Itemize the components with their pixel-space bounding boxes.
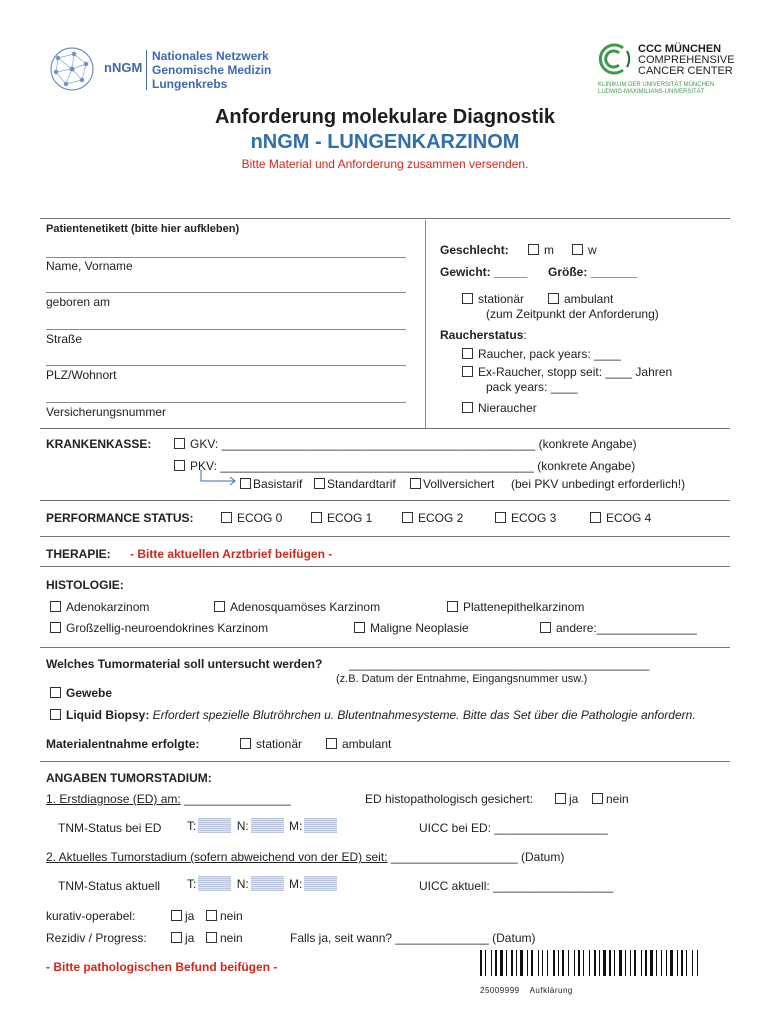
barcode-bar xyxy=(547,950,548,976)
pkv-option[interactable]: PKV: _______________________________________________ (konkrete Angabe) xyxy=(174,459,635,473)
checkbox[interactable] xyxy=(462,348,473,359)
barcode xyxy=(480,950,724,976)
tnm-current-m-input[interactable] xyxy=(304,876,337,891)
barcode-bar xyxy=(609,950,611,976)
gkv-option[interactable]: GKV: _______________________________________________ (konkrete Angabe) xyxy=(174,437,637,451)
barcode-bar xyxy=(553,950,555,976)
checkbox[interactable] xyxy=(410,478,421,489)
checkbox[interactable] xyxy=(462,293,473,304)
squamous-option[interactable]: Plattenepithelkarzinom xyxy=(447,600,584,614)
barcode-bar xyxy=(666,950,667,976)
barcode-bar xyxy=(562,950,564,976)
histology-heading: HISTOLOGIE: xyxy=(46,578,124,592)
barcode-bar xyxy=(568,950,569,976)
tnm-current-fields: T: N: M: xyxy=(187,876,337,891)
barcode-bar xyxy=(634,950,636,976)
checkbox[interactable] xyxy=(402,512,413,523)
relapse-yes-option[interactable]: ja xyxy=(171,931,194,945)
checkbox[interactable] xyxy=(214,601,225,612)
sampling-stationaer-option[interactable]: stationär xyxy=(240,737,302,751)
checkbox[interactable] xyxy=(174,460,185,471)
pathology-report-note: - Bitte pathologischen Befund beifügen - xyxy=(46,960,278,974)
barcode-bar xyxy=(603,950,606,976)
patient-divider xyxy=(425,220,426,428)
barcode-bar xyxy=(516,950,517,976)
curative-operable-label: kurativ-operabel: xyxy=(46,909,136,923)
checkbox[interactable] xyxy=(50,709,61,720)
adenocarcinoma-option[interactable]: Adenokarzinom xyxy=(50,600,149,614)
checkbox[interactable] xyxy=(592,793,603,804)
tissue-option[interactable]: Gewebe xyxy=(50,686,112,700)
ambulant-option[interactable]: ambulant xyxy=(548,292,613,306)
barcode-bar xyxy=(697,950,698,976)
smoker-option[interactable]: Raucher, pack years: ____ xyxy=(462,347,621,361)
barcode-bar xyxy=(650,950,653,976)
gender-label: Geschlecht: xyxy=(440,243,509,257)
checkbox[interactable] xyxy=(50,601,61,612)
checkbox[interactable] xyxy=(221,512,232,523)
arrow-right-icon xyxy=(198,470,240,486)
height-label: Größe: _______ xyxy=(548,265,638,279)
relapse-since-label: Falls ja, seit wann? ______________ (Datum) xyxy=(290,931,536,945)
barcode-bar xyxy=(670,950,673,976)
sampling-ambulant-option[interactable]: ambulant xyxy=(326,737,391,751)
ngm-abbr: nNGM xyxy=(104,60,143,75)
ex-smoker-option[interactable]: Ex-Raucher, stopp seit: ____ Jahren xyxy=(462,365,672,379)
tnm-ed-t-input[interactable] xyxy=(198,818,231,833)
histo-confirmed-label: ED histopathologisch gesichert: xyxy=(365,792,534,806)
barcode-bar xyxy=(511,950,513,976)
checkbox[interactable] xyxy=(311,512,322,523)
barcode-bar xyxy=(578,950,580,976)
barcode-bar xyxy=(589,950,590,976)
barcode-bar xyxy=(558,950,559,976)
checkbox[interactable] xyxy=(447,601,458,612)
pkv-required-note: (bei PKV unbedingt erforderlich!) xyxy=(511,477,686,491)
barcode-bar xyxy=(599,950,600,976)
barcode-bar xyxy=(681,950,683,976)
curative-yes-option[interactable]: ja xyxy=(171,909,194,923)
uicc-ed-label: UICC bei ED: _________________ xyxy=(419,821,608,835)
ecog-0-option[interactable]: ECOG 0 xyxy=(221,511,282,525)
checkbox[interactable] xyxy=(171,910,182,921)
barcode-bar xyxy=(491,950,492,976)
tnm-ed-m-input[interactable] xyxy=(304,818,337,833)
ccc-logo-text: CCC MÜNCHEN COMPREHENSIVE CANCER CENTER xyxy=(638,43,735,77)
page-subtitle: nNGM - LUNGENKARZINOM xyxy=(250,131,520,153)
checkbox[interactable] xyxy=(50,622,61,633)
never-smoker-option[interactable]: Nieraucher xyxy=(462,401,537,415)
checkbox[interactable] xyxy=(240,478,251,489)
weight-label: Gewicht: _____ xyxy=(440,265,528,279)
logo-divider xyxy=(146,50,147,90)
checkbox[interactable] xyxy=(528,244,539,255)
tnm-ed-n-input[interactable] xyxy=(251,818,284,833)
tnm-current-n-input[interactable] xyxy=(251,876,284,891)
city-field-label: PLZ/Wohnort xyxy=(46,368,117,382)
initial-diagnosis-label: 1. Erstdiagnose (ED) am: ________________ xyxy=(46,792,291,806)
uicc-current-label: UICC aktuell: __________________ xyxy=(419,879,614,893)
checkbox[interactable] xyxy=(548,293,559,304)
barcode-bar xyxy=(594,950,596,976)
insurance-number-label: Versicherungsnummer xyxy=(46,405,167,419)
therapy-note: - Bitte aktuellen Arztbrief beifügen - xyxy=(130,547,333,561)
malignant-neoplasm-option[interactable]: Maligne Neoplasie xyxy=(354,621,469,635)
checkbox[interactable] xyxy=(174,438,185,449)
checkbox[interactable] xyxy=(462,366,473,377)
checkbox[interactable] xyxy=(50,687,61,698)
name-field-label: Name, Vorname xyxy=(46,259,133,273)
stationaer-option[interactable]: stationär xyxy=(462,292,524,306)
ngm-logo-text: Nationales Netzwerk Genomische Medizin Lungenkrebs xyxy=(152,49,272,91)
gender-m-option[interactable]: m xyxy=(528,243,554,257)
barcode-bar xyxy=(656,950,657,976)
ecog-4-option[interactable]: ECOG 4 xyxy=(590,511,651,525)
checkbox[interactable] xyxy=(590,512,601,523)
barcode-bar xyxy=(542,950,543,976)
zeitpunkt-note: (zum Zeitpunkt der Anforderung) xyxy=(486,307,659,321)
checkbox[interactable] xyxy=(540,622,551,633)
ecog-1-option[interactable]: ECOG 1 xyxy=(311,511,372,525)
checkbox[interactable] xyxy=(240,738,251,749)
barcode-bar xyxy=(645,950,647,976)
barcode-bar xyxy=(506,950,507,976)
barcode-bar xyxy=(538,950,539,976)
barcode-bar xyxy=(500,950,503,976)
insurance-heading: KRANKENKASSE: xyxy=(46,437,152,451)
tumor-material-hint: (z.B. Datum der Entnahme, Eingangsnummer usw.) xyxy=(336,673,588,685)
street-field-label: Straße xyxy=(46,332,83,346)
ccc-university-text: KLINIKUM DER UNIVERSITÄT MÜNCHEN LUDWIG-MAXIMILIANS-UNIVERSITÄT xyxy=(598,82,715,95)
barcode-bar xyxy=(692,950,693,976)
checkbox[interactable] xyxy=(314,478,325,489)
page-title: Anforderung molekulare Diagnostik xyxy=(214,106,556,128)
vollversichert-option[interactable]: Vollversichert xyxy=(410,477,494,491)
checkbox[interactable] xyxy=(495,512,506,523)
histo-confirmed-no[interactable]: nein xyxy=(592,792,629,806)
other-histology-option[interactable]: andere:_______________ xyxy=(540,621,697,635)
curative-no-option[interactable]: nein xyxy=(206,909,243,923)
ecog-2-option[interactable]: ECOG 2 xyxy=(402,511,463,525)
checkbox[interactable] xyxy=(326,738,337,749)
sampling-label: Materialentnahme erfolgte: xyxy=(46,737,200,751)
barcode-bar xyxy=(661,950,662,976)
send-together-notice: Bitte Material und Anforderung zusammen versenden. xyxy=(241,157,529,171)
barcode-bar xyxy=(531,950,533,976)
checkbox[interactable] xyxy=(462,402,473,413)
tumor-material-line[interactable]: _____________________________________________ xyxy=(349,657,650,671)
barcode-bar xyxy=(630,950,631,976)
barcode-bar xyxy=(480,950,482,976)
histo-confirmed-yes[interactable]: ja xyxy=(555,792,578,806)
smoking-status-label: Raucherstatus: xyxy=(440,328,527,342)
checkbox[interactable] xyxy=(555,793,566,804)
checkbox[interactable] xyxy=(354,622,365,633)
barcode-bar xyxy=(495,950,497,976)
tumor-material-question: Welches Tumormaterial soll untersucht werden? xyxy=(46,657,323,671)
barcode-bar xyxy=(583,950,584,976)
relapse-label: Rezidiv / Progress: xyxy=(46,931,147,945)
tnm-current-label: TNM-Status aktuell xyxy=(58,879,161,893)
barcode-bar xyxy=(677,950,678,976)
barcode-bar xyxy=(625,950,626,976)
checkbox[interactable] xyxy=(572,244,583,255)
barcode-bar xyxy=(619,950,622,976)
checkbox[interactable] xyxy=(171,932,182,943)
tnm-ed-fields: T: N: M: xyxy=(187,818,337,833)
barcode-bar xyxy=(527,950,528,976)
barcode-bar xyxy=(520,950,523,976)
checkbox[interactable] xyxy=(206,910,217,921)
tnm-ed-label: TNM-Status bei ED xyxy=(58,821,162,835)
current-stage-label: 2. Aktuelles Tumorstadium (sofern abweichend von der ED) seit: ___________________ (Datum) xyxy=(46,850,565,864)
gender-w-option[interactable]: w xyxy=(572,243,597,257)
tnm-current-t-input[interactable] xyxy=(198,876,231,891)
large-cell-option[interactable]: Großzellig-neuroendokrines Karzinom xyxy=(50,621,268,635)
ecog-3-option[interactable]: ECOG 3 xyxy=(495,511,556,525)
birthdate-field-label: geboren am xyxy=(46,295,111,309)
checkbox[interactable] xyxy=(206,932,217,943)
basistarif-option[interactable]: Basistarif xyxy=(240,477,302,491)
adenosquamous-option[interactable]: Adenosquamöses Karzinom xyxy=(214,600,380,614)
barcode-bar xyxy=(641,950,642,976)
liquid-biopsy-option[interactable]: Liquid Biopsy: Erfordert spezielle Blutröhrchen u. Blutentnahmesysteme. Bitte das Set über die Pathologie anfordern. xyxy=(50,708,696,722)
relapse-no-option[interactable]: nein xyxy=(206,931,243,945)
performance-status-heading: PERFORMANCE STATUS: xyxy=(46,511,194,525)
ex-smoker-pack-years: pack years: ____ xyxy=(486,380,578,394)
patient-label-heading: Patientenetikett (bitte hier aufkleben) xyxy=(46,223,240,235)
ccc-logo-icon xyxy=(593,42,633,76)
barcode-bar xyxy=(574,950,575,976)
barcode-caption: 25009999 Aufklärung xyxy=(480,986,573,995)
ngm-network-logo xyxy=(44,44,102,94)
barcode-bar xyxy=(686,950,687,976)
barcode-bar xyxy=(614,950,615,976)
therapy-heading: THERAPIE: xyxy=(46,547,111,561)
tumor-stage-heading: ANGABEN TUMORSTADIUM: xyxy=(46,771,212,785)
barcode-bar xyxy=(485,950,486,976)
standardtarif-option[interactable]: Standardtarif xyxy=(314,477,396,491)
